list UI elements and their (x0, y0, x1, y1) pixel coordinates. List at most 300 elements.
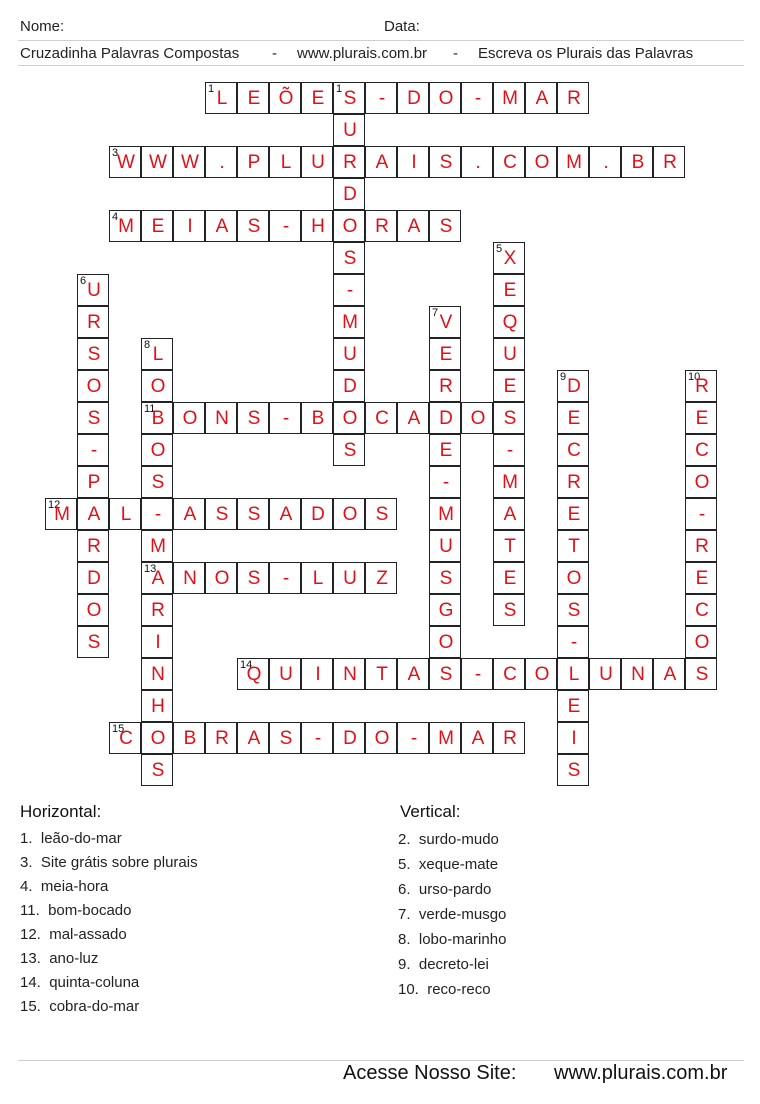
grid-cell[interactable] (333, 210, 365, 242)
grid-cell[interactable] (685, 594, 717, 626)
grid-cell[interactable] (429, 626, 461, 658)
grid-cell[interactable] (685, 626, 717, 658)
cell-letter: S (151, 472, 165, 493)
cell-letter: T (568, 536, 580, 557)
grid-cell[interactable] (141, 626, 173, 658)
cell-letter: M (438, 504, 454, 525)
cell-letter: R (695, 376, 709, 397)
grid-cell[interactable] (429, 594, 461, 626)
horizontal-clues-title: Horizontal: (20, 802, 102, 821)
cell-letter: S (215, 504, 229, 525)
cell-letter: C (567, 440, 581, 461)
grid-cell[interactable] (429, 722, 461, 754)
cell-letter: S (439, 664, 453, 685)
grid-cell[interactable] (45, 498, 77, 530)
cell-letter: - (570, 632, 578, 653)
cell-letter: O (342, 504, 358, 525)
cell-letter: S (439, 152, 453, 173)
grid-cell[interactable] (333, 82, 365, 114)
grid-cell[interactable] (109, 210, 141, 242)
cell-letter: R (343, 152, 357, 173)
grid-cell[interactable] (141, 434, 173, 466)
grid-cell[interactable] (77, 498, 109, 530)
grid-cell[interactable] (365, 658, 397, 690)
grid-cell[interactable] (493, 594, 525, 626)
cell-letter: X (503, 248, 517, 269)
cell-letter: A (407, 216, 421, 237)
grid-cell[interactable] (141, 466, 173, 498)
grid-cell[interactable] (141, 338, 173, 370)
grid-cell[interactable] (589, 658, 621, 690)
cell-letter: C (375, 408, 389, 429)
grid-cell[interactable] (77, 402, 109, 434)
cell-letter: R (695, 536, 709, 557)
grid-cell[interactable] (461, 722, 493, 754)
footer-divider (18, 1060, 744, 1061)
grid-cell[interactable] (557, 370, 589, 402)
grid-cell[interactable] (557, 498, 589, 530)
grid-cell[interactable] (525, 146, 557, 178)
cell-letter: - (698, 504, 706, 525)
cell-letter: A (215, 216, 229, 237)
cell-letter: T (376, 664, 388, 685)
grid-cell[interactable] (557, 466, 589, 498)
grid-cell[interactable] (77, 274, 109, 306)
cell-letter: O (534, 664, 550, 685)
footer-url[interactable]: www.plurais.com.br (554, 1062, 728, 1084)
grid-cell[interactable] (333, 146, 365, 178)
grid-cell[interactable] (397, 146, 429, 178)
grid-cell[interactable] (237, 210, 269, 242)
cell-letter: U (599, 664, 613, 685)
grid-cell[interactable] (77, 338, 109, 370)
grid-cell[interactable] (429, 530, 461, 562)
grid-cell[interactable] (493, 370, 525, 402)
grid-cell[interactable] (301, 146, 333, 178)
cell-letter: I (315, 664, 321, 685)
grid-cell[interactable] (685, 370, 717, 402)
clue-number: 7 (432, 307, 439, 319)
grid-cell[interactable] (397, 402, 429, 434)
grid-cell[interactable] (685, 402, 717, 434)
cell-letter: O (470, 408, 486, 429)
grid-cell[interactable] (237, 722, 269, 754)
grid-cell[interactable] (205, 82, 237, 114)
cell-letter: E (567, 696, 581, 717)
grid-cell[interactable] (77, 626, 109, 658)
cell-letter: R (503, 728, 517, 749)
cell-letter: S (87, 344, 101, 365)
clue-item: 7. verde-musgo (398, 906, 507, 923)
grid-cell[interactable] (205, 146, 237, 178)
grid-cell[interactable] (301, 658, 333, 690)
clue-number: 6 (80, 275, 87, 287)
grid-cell[interactable] (333, 306, 365, 338)
clue-item: 5. xeque-mate (398, 856, 499, 873)
grid-cell[interactable] (429, 370, 461, 402)
subtitle-separator: - (453, 45, 458, 62)
cell-letter: O (150, 376, 166, 397)
cell-letter: - (314, 728, 322, 749)
cell-letter: S (87, 632, 101, 653)
grid-cell[interactable] (429, 402, 461, 434)
grid-cell[interactable] (77, 306, 109, 338)
grid-cell[interactable] (557, 434, 589, 466)
cell-letter: N (183, 568, 197, 589)
grid-cell[interactable] (333, 242, 365, 274)
grid-cell[interactable] (269, 210, 301, 242)
grid-cell[interactable] (365, 82, 397, 114)
cell-letter: N (631, 664, 645, 685)
grid-cell[interactable] (237, 402, 269, 434)
cell-letter: E (439, 440, 453, 461)
grid-cell[interactable] (429, 338, 461, 370)
cell-letter: E (567, 408, 581, 429)
grid-cell[interactable] (77, 562, 109, 594)
grid-cell[interactable] (333, 722, 365, 754)
cell-letter: A (151, 568, 165, 589)
cell-letter: H (151, 696, 165, 717)
cell-letter: A (503, 504, 517, 525)
cell-letter: O (374, 728, 390, 749)
grid-cell[interactable] (301, 722, 333, 754)
grid-cell[interactable] (141, 722, 173, 754)
grid-cell[interactable] (333, 114, 365, 146)
cell-letter: - (282, 408, 290, 429)
cell-letter: . (603, 152, 609, 173)
grid-cell[interactable] (429, 210, 461, 242)
grid-cell[interactable] (525, 658, 557, 690)
grid-cell[interactable] (301, 210, 333, 242)
cell-letter: I (411, 152, 417, 173)
grid-cell[interactable] (109, 722, 141, 754)
clue-number: 8 (144, 339, 151, 351)
clue-item: 12. mal-assado (20, 926, 127, 943)
cell-letter: C (695, 600, 709, 621)
cell-letter: S (375, 504, 389, 525)
grid-cell[interactable] (557, 722, 589, 754)
grid-cell[interactable] (269, 82, 301, 114)
grid-cell[interactable] (77, 370, 109, 402)
grid-cell[interactable] (141, 562, 173, 594)
grid-cell[interactable] (557, 530, 589, 562)
clue-number: 5 (496, 243, 503, 255)
grid-cell[interactable] (397, 82, 429, 114)
cell-letter: D (407, 88, 421, 109)
grid-cell[interactable] (333, 658, 365, 690)
grid-cell[interactable] (461, 402, 493, 434)
cell-letter: R (215, 728, 229, 749)
cell-letter: L (120, 504, 132, 525)
cell-letter: L (312, 568, 324, 589)
cell-letter: R (663, 152, 677, 173)
grid-cell[interactable] (685, 658, 717, 690)
grid-cell[interactable] (429, 306, 461, 338)
cell-letter: H (311, 216, 325, 237)
grid-cell[interactable] (269, 146, 301, 178)
cell-letter: N (215, 408, 229, 429)
grid-cell[interactable] (141, 498, 173, 530)
grid-cell[interactable] (493, 498, 525, 530)
cell-letter: D (343, 184, 357, 205)
cell-letter: R (87, 312, 101, 333)
grid-cell[interactable] (493, 562, 525, 594)
grid-cell[interactable] (653, 146, 685, 178)
grid-cell[interactable] (365, 402, 397, 434)
subtitle-separator: - (272, 45, 277, 62)
clue-number: 1 (336, 83, 343, 95)
grid-cell[interactable] (141, 530, 173, 562)
grid-cell[interactable] (493, 82, 525, 114)
grid-cell[interactable] (493, 530, 525, 562)
grid-cell[interactable] (109, 498, 141, 530)
cell-letter: M (54, 504, 70, 525)
grid-cell[interactable] (493, 274, 525, 306)
cell-letter: - (442, 472, 450, 493)
grid-cell[interactable] (621, 658, 653, 690)
grid-cell[interactable] (333, 434, 365, 466)
grid-cell[interactable] (557, 562, 589, 594)
grid-cell[interactable] (141, 658, 173, 690)
grid-cell[interactable] (237, 82, 269, 114)
grid-cell[interactable] (205, 498, 237, 530)
cell-letter: D (311, 504, 325, 525)
grid-cell[interactable] (493, 466, 525, 498)
cell-letter: - (410, 728, 418, 749)
clue-item: 14. quinta-coluna (20, 974, 140, 991)
grid-cell[interactable] (237, 146, 269, 178)
grid-cell[interactable] (333, 498, 365, 530)
grid-cell[interactable] (173, 210, 205, 242)
clue-item: 1. leão-do-mar (20, 830, 122, 847)
cell-letter: S (247, 408, 261, 429)
cell-letter: C (695, 440, 709, 461)
grid-cell[interactable] (237, 498, 269, 530)
cell-letter: L (152, 344, 164, 365)
cell-letter: D (439, 408, 453, 429)
cell-letter: O (182, 408, 198, 429)
grid-cell[interactable] (685, 498, 717, 530)
cell-letter: A (247, 728, 261, 749)
grid-cell[interactable] (109, 146, 141, 178)
cell-letter: R (151, 600, 165, 621)
grid-cell[interactable] (557, 658, 589, 690)
grid-cell[interactable] (557, 594, 589, 626)
grid-cell[interactable] (397, 722, 429, 754)
clue-item: 13. ano-luz (20, 950, 99, 967)
grid-cell[interactable] (205, 402, 237, 434)
cell-letter: S (503, 600, 517, 621)
grid-cell[interactable] (653, 658, 685, 690)
grid-cell[interactable] (333, 274, 365, 306)
cell-letter: U (439, 536, 453, 557)
grid-cell[interactable] (621, 146, 653, 178)
cell-letter: E (503, 280, 517, 301)
grid-cell[interactable] (493, 722, 525, 754)
grid-cell[interactable] (205, 562, 237, 594)
cell-letter: R (439, 376, 453, 397)
grid-cell[interactable] (237, 562, 269, 594)
cell-letter: U (343, 120, 357, 141)
grid-cell[interactable] (77, 530, 109, 562)
cell-letter: P (247, 152, 261, 173)
grid-cell[interactable] (141, 594, 173, 626)
subtitle-instruction: Escreva os Plurais das Palavras (478, 45, 694, 62)
grid-cell[interactable] (173, 498, 205, 530)
cell-letter: S (247, 216, 261, 237)
grid-cell[interactable] (525, 82, 557, 114)
grid-cell[interactable] (173, 722, 205, 754)
footer-label: Acesse Nosso Site: (343, 1062, 517, 1084)
cell-letter: E (503, 376, 517, 397)
clue-item: 8. lobo-marinho (398, 931, 507, 948)
grid-cell[interactable] (333, 370, 365, 402)
grid-cell[interactable] (205, 210, 237, 242)
grid-cell[interactable] (173, 402, 205, 434)
grid-cell[interactable] (493, 338, 525, 370)
grid-cell[interactable] (589, 146, 621, 178)
cell-letter: Õ (278, 88, 294, 109)
cell-letter: A (87, 504, 101, 525)
grid-cell[interactable] (557, 146, 589, 178)
grid-cell[interactable] (77, 466, 109, 498)
grid-cell[interactable] (269, 498, 301, 530)
grid-cell[interactable] (365, 562, 397, 594)
clue-number: 10 (688, 371, 701, 383)
cell-letter: A (407, 664, 421, 685)
grid-cell[interactable] (685, 562, 717, 594)
cell-letter: . (219, 152, 225, 173)
grid-cell[interactable] (429, 146, 461, 178)
cell-letter: A (279, 504, 293, 525)
grid-cell[interactable] (269, 402, 301, 434)
grid-cell[interactable] (269, 562, 301, 594)
grid-cell[interactable] (301, 82, 333, 114)
grid-cell[interactable] (333, 402, 365, 434)
grid-cell[interactable] (269, 722, 301, 754)
grid-cell[interactable] (493, 402, 525, 434)
cell-letter: I (187, 216, 193, 237)
grid-cell[interactable] (365, 210, 397, 242)
cell-letter: R (375, 216, 389, 237)
cell-letter: O (534, 152, 550, 173)
grid-cell[interactable] (493, 306, 525, 338)
grid-cell[interactable] (333, 562, 365, 594)
cell-letter: U (343, 344, 357, 365)
grid-cell[interactable] (461, 658, 493, 690)
cell-letter: U (87, 280, 101, 301)
grid-cell[interactable] (557, 690, 589, 722)
grid-cell[interactable] (429, 498, 461, 530)
grid-cell[interactable] (365, 146, 397, 178)
grid-cell[interactable] (493, 242, 525, 274)
grid-cell[interactable] (141, 146, 173, 178)
grid-cell[interactable] (173, 146, 205, 178)
cell-letter: S (151, 760, 165, 781)
cell-letter: O (150, 440, 166, 461)
cell-letter: C (503, 664, 517, 685)
cell-letter: M (342, 312, 358, 333)
grid-cell[interactable] (333, 178, 365, 210)
cell-letter: E (439, 344, 453, 365)
cell-letter: D (567, 376, 581, 397)
grid-cell[interactable] (557, 754, 589, 786)
grid-cell[interactable] (365, 722, 397, 754)
grid-cell[interactable] (461, 82, 493, 114)
grid-cell[interactable] (557, 626, 589, 658)
grid-cell[interactable] (237, 658, 269, 690)
cell-letter: S (695, 664, 709, 685)
cell-letter: O (566, 568, 582, 589)
cell-letter: U (279, 664, 293, 685)
grid-cell[interactable] (397, 658, 429, 690)
grid-cell[interactable] (205, 722, 237, 754)
grid-cell[interactable] (685, 434, 717, 466)
grid-cell[interactable] (141, 754, 173, 786)
clue-item: 2. surdo-mudo (398, 831, 499, 848)
cell-letter: O (342, 408, 358, 429)
grid-cell[interactable] (301, 562, 333, 594)
grid-cell[interactable] (429, 82, 461, 114)
grid-cell[interactable] (77, 434, 109, 466)
cell-letter: E (247, 88, 261, 109)
grid-cell[interactable] (429, 562, 461, 594)
grid-cell[interactable] (493, 434, 525, 466)
name-label: Nome: (20, 18, 65, 35)
grid-cell[interactable] (301, 402, 333, 434)
clue-item: 10. reco-reco (398, 981, 491, 998)
cell-letter: E (695, 408, 709, 429)
grid-cell[interactable] (557, 82, 589, 114)
grid-cell[interactable] (141, 370, 173, 402)
cell-letter: S (279, 728, 293, 749)
grid-cell[interactable] (141, 690, 173, 722)
grid-cell[interactable] (301, 498, 333, 530)
subtitle-site: www.plurais.com.br (297, 45, 428, 62)
grid-cell[interactable] (461, 146, 493, 178)
grid-cell[interactable] (685, 466, 717, 498)
cell-letter: M (502, 88, 518, 109)
cell-letter: A (407, 408, 421, 429)
grid-cell[interactable] (141, 402, 173, 434)
cell-letter: U (343, 568, 357, 589)
clue-item: 6. urso-pardo (398, 881, 492, 898)
grid-cell[interactable] (365, 498, 397, 530)
grid-cell[interactable] (429, 434, 461, 466)
cell-letter: S (247, 568, 261, 589)
cell-letter: W (117, 152, 135, 173)
grid-cell[interactable] (397, 210, 429, 242)
grid-cell[interactable] (685, 530, 717, 562)
clue-number: 15 (112, 723, 125, 735)
grid-cell[interactable] (557, 402, 589, 434)
grid-cell[interactable] (493, 658, 525, 690)
grid-cell[interactable] (269, 658, 301, 690)
grid-cell[interactable] (493, 146, 525, 178)
grid-cell[interactable] (173, 562, 205, 594)
cell-letter: S (567, 600, 581, 621)
grid-cell[interactable] (333, 338, 365, 370)
cell-letter: - (474, 664, 482, 685)
clue-item: 4. meia-hora (20, 878, 109, 895)
grid-cell[interactable] (141, 210, 173, 242)
cell-letter: E (151, 216, 165, 237)
grid-cell[interactable] (429, 466, 461, 498)
cell-letter: D (343, 728, 357, 749)
cell-letter: G (438, 600, 454, 621)
grid-cell[interactable] (77, 594, 109, 626)
grid-cell[interactable] (429, 658, 461, 690)
